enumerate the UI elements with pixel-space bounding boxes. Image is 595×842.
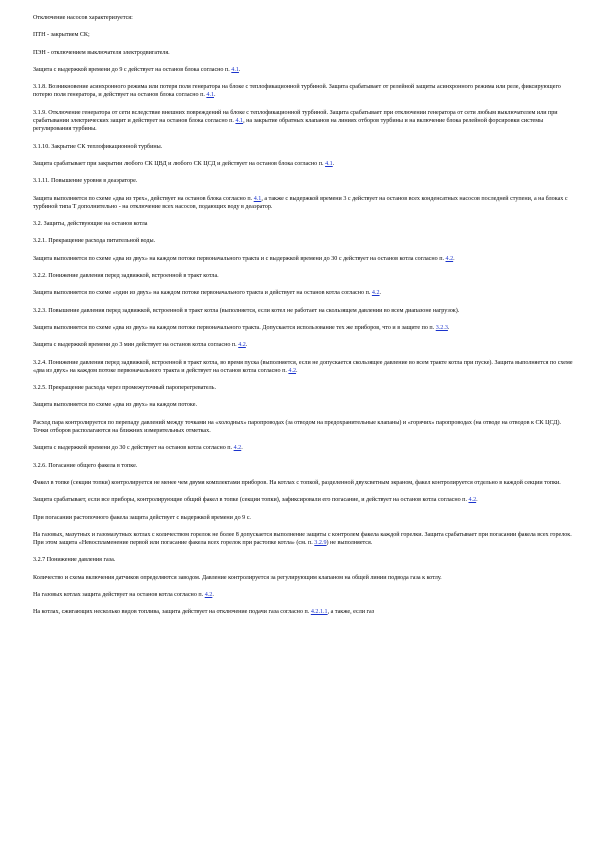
paragraph — [33, 514, 573, 522]
paragraph-text: 3.1.10. Закрытие СК теплофикационной турбины. — [33, 143, 163, 150]
paragraph-text: При погасании растопочного факела защита действует с выдержкой времени до 9 с. — [33, 514, 251, 521]
document-page — [33, 14, 573, 626]
paragraph-text: . — [296, 367, 298, 374]
paragraph — [33, 66, 573, 74]
section-reference-link[interactable]: 4.2 — [371, 290, 380, 297]
paragraph-text: 3.1.8. Возникновение асинхронного режима или потеря поля генератора на блоке с теплофикационной турбиной. Защита срабатывает от релейной защиты асинхронного режима или реле, фиксирующего потерю поля генератора, и действует на останов блока согласно п. — [33, 84, 561, 99]
paragraph — [33, 237, 573, 245]
paragraph — [33, 160, 573, 168]
paragraph-text: . — [214, 92, 216, 99]
paragraph — [33, 444, 573, 452]
paragraph-text: 3.2.1. Прекращение расхода питательной воды. — [33, 238, 156, 245]
paragraph-text: Защита с выдержкой времени до 30 с действует на останов котла согласно п. — [33, 445, 234, 452]
paragraph-text: . — [453, 255, 455, 262]
section-reference-link[interactable]: 4.2.1.1 — [310, 609, 328, 616]
paragraph — [33, 341, 573, 349]
paragraph-text: Защита срабатывает, если все приборы, контролирующие общий факел в топке (секции топки), зафиксировали его погасание, и действует на останов котла согласно п. — [33, 497, 469, 504]
paragraph-text: , на закрытие обратных клапанов на линиях отборов турбины и на включение блока релейной форсировки системы регулирования турбины. — [33, 118, 544, 133]
paragraph-text: На котлах, сжигающих несколько видов топлива, защита действует на отключение подачи газа согласно п. — [33, 609, 311, 616]
paragraph — [33, 220, 573, 228]
paragraph — [33, 324, 573, 332]
paragraph — [33, 195, 573, 212]
paragraph-text: 3.2.2. Понижение давления перед задвижкой, встроенной в тракт котла. — [33, 273, 219, 280]
section-reference-link[interactable]: 4.2 — [445, 255, 454, 262]
paragraph — [33, 608, 573, 616]
paragraph-text: 3.2.4. Понижение давления перед задвижкой, встроенной в тракт котла, во время пуска (выполняется, если не допускается скользящее давление во всем тракте котла при пуске). Защита выполняется по схеме «два из двух» на каждом потоке первоначального тракта и действует на останов котла согласно п. — [33, 359, 573, 374]
section-reference-link[interactable]: 4.2 — [288, 367, 297, 374]
section-reference-link[interactable]: 3.2.9 — [314, 540, 327, 547]
section-reference-link[interactable]: 4.1 — [235, 118, 244, 125]
paragraph-text: ПТН - закрытием СК; — [33, 32, 90, 39]
paragraph-text: Защита срабатывает при закрытии любого СК ЦВД и любого СК ЦСД и действует на останов блока согласно п. — [33, 160, 326, 167]
paragraph — [33, 49, 573, 57]
paragraph-text: 3.2.3. Повышение давления перед задвижкой, встроенной в тракт котла (выполняется, если котел не работает на скользящем давлении во всем диапазоне нагрузок). — [33, 307, 460, 314]
paragraph — [33, 31, 573, 39]
section-reference-link[interactable]: 4.1 — [325, 160, 333, 167]
paragraph-text: ) не выполняется. — [326, 540, 373, 547]
paragraph-text: , а также, если газ — [327, 609, 375, 616]
paragraph — [33, 531, 573, 548]
paragraph — [33, 83, 573, 100]
paragraph-text: 3.1.11. Повышение уровня в деаэраторе. — [33, 178, 138, 185]
paragraph — [33, 14, 573, 22]
paragraph — [33, 255, 573, 263]
paragraph-text: 3.2.6. Погасание общего факела в топке. — [33, 462, 138, 469]
paragraph-text: 3.2.5. Прекращение расхода через промежуточный пароперегреватель. — [33, 385, 216, 392]
paragraph — [33, 359, 573, 376]
paragraph-text: Защита с выдержкой времени до 3 мин действует на останов котла согласно п. — [33, 342, 239, 349]
paragraph — [33, 496, 573, 504]
paragraph — [33, 419, 573, 436]
paragraph — [33, 384, 573, 392]
section-reference-link[interactable]: 4.2 — [233, 445, 242, 452]
paragraph-text: Защита выполняется по схеме «два из двух» на каждом потоке первоначального тракта. Допускается использование тех же приборов, что и в защите по п. — [33, 324, 436, 331]
paragraph — [33, 574, 573, 582]
section-reference-link[interactable]: 4.1 — [206, 92, 215, 99]
paragraph — [33, 401, 573, 409]
section-reference-link[interactable]: 4.1 — [231, 66, 239, 73]
paragraph — [33, 272, 573, 280]
paragraph-text: ПЭН - отключением выключателя электродвигателя. — [33, 49, 170, 56]
paragraph-text: Отключение насосов характеризуется: — [33, 15, 133, 21]
paragraph — [33, 462, 573, 470]
paragraph — [33, 177, 573, 185]
paragraph-text: . — [476, 497, 478, 504]
paragraph-text: , а также с выдержкой времени 3 с действует на останов всех конденсатных насосов последней ступени, а на блоках с турбиной типа Т дополнительно - на отключение всех насосов, подающих воду в деаэратор. — [33, 195, 568, 210]
paragraph-text: . — [212, 591, 214, 598]
section-reference-link[interactable]: 4.2 — [238, 342, 246, 349]
paragraph-text: Защита выполняется по схеме «два из трех», действует на останов блока согласно п. — [33, 195, 254, 202]
paragraph-text: . — [379, 290, 382, 297]
paragraph-text: Защита с выдержкой времени до 9 с действует на останов блока согласно п. — [33, 66, 232, 73]
paragraph-text: . — [332, 160, 335, 167]
paragraph-text: . — [245, 342, 248, 349]
paragraph — [33, 109, 573, 134]
paragraph-text: Защита выполняется по схеме «два из двух» на каждом потоке. — [33, 402, 197, 409]
paragraph-text: . — [241, 445, 243, 452]
paragraph-text: 3.2. Защиты, действующие на останов котла — [33, 221, 148, 228]
paragraph-text: 3.1.9. Отключение генератора от сети вследствие внешних повреждений на блоке с теплофикационной турбиной. Защита срабатывает при отключении генератора от сети любым выключателем или при срабатывании электрических защит и действует на останов блока согласно п. — [33, 109, 558, 125]
paragraph-text: . — [238, 66, 241, 73]
section-reference-link[interactable]: 4.2 — [204, 591, 213, 598]
paragraph-text: 3.2.7 Понижение давления газа. — [33, 557, 116, 564]
section-reference-link[interactable]: 4.1 — [253, 195, 262, 202]
paragraph — [33, 556, 573, 564]
paragraph-text: Защита выполняется по схеме «один из двух» на каждом потоке первоначального тракта и действует на останов котла согласно п. — [33, 290, 372, 297]
paragraph-text: На газовых, мазутных и газомазутных котлах с количеством горелок не более 8 допускается выполнение защиты с контролем факела каждой горелки. Защита срабатывает при погасании факела всех горелок. При этом защита «Невоспламенение первой или погасание факела всех горелок при растопке котла» (см. п. — [33, 531, 572, 547]
paragraph-text: На газовых котлах защита действует на останов котла согласно п. — [33, 591, 205, 598]
paragraph-text: Количество и схема включения датчиков определяются заводом. Давление контролируется за регулирующим клапаном на общей линии подвода газа к котлу. — [33, 574, 442, 581]
paragraph — [33, 591, 573, 599]
paragraph-text: . — [447, 324, 450, 331]
paragraph-text: Защита выполняется по схеме «два из двух» на каждом потоке первоначального тракта и с выдержкой времени до 30 с действует на останов котла согласно п. — [33, 255, 446, 262]
paragraph — [33, 307, 573, 315]
section-reference-link[interactable]: 4.2 — [468, 497, 477, 504]
paragraph — [33, 143, 573, 151]
paragraph-text: Расход пара контролируется по перепаду давлений между точками на «холодных» паропроводах (за отводом на предохранительные клапаны) и «горячих» паропроводах (на отводе на отводов к СК ЦСД). Точки отборов располагаются на ближних измерительных отметках. — [33, 419, 562, 435]
paragraph-text: Факел в топке (секции топки) контролируется не менее чем двумя комплектами приборов. На котлах с топкой, разделенной двухсветным экраном, факел контролируется отдельно в каждой секции топки. — [33, 479, 561, 486]
paragraph — [33, 479, 573, 487]
paragraph — [33, 289, 573, 297]
section-reference-link[interactable]: 3.2.3 — [435, 324, 448, 331]
